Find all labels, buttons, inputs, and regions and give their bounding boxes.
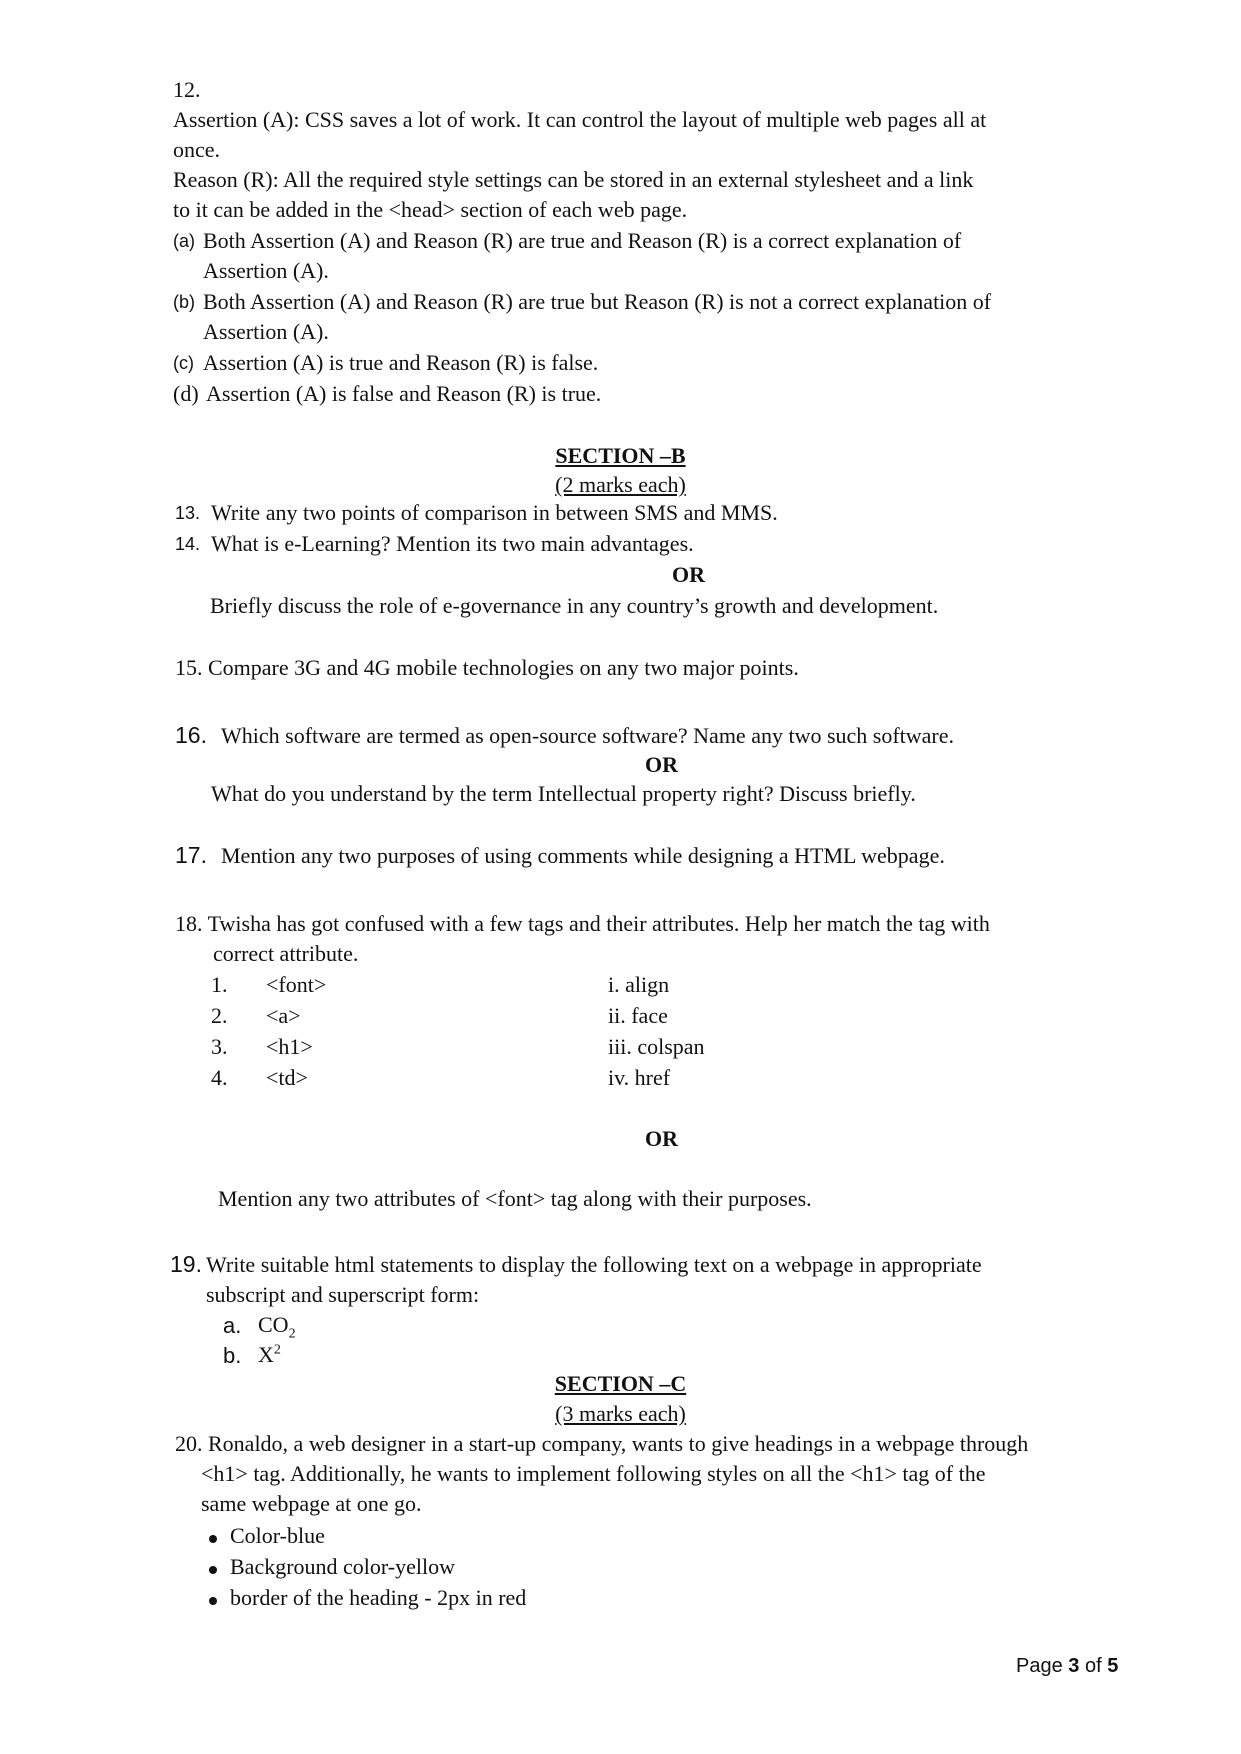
q18-row-2-attr: ii. face [608, 1003, 668, 1028]
q12-option-b-label: (b) [173, 292, 195, 312]
q12-option-c-line1: Assertion (A) is true and Reason (R) is false. [203, 350, 599, 375]
q12-number: 12. [173, 77, 201, 102]
q13-number: 13. [175, 503, 201, 523]
q12-option-b-line1: Both Assertion (A) and Reason (R) are true but Reason (R) is not a correct explanation of [203, 289, 992, 314]
q12-option-b-line2: Assertion (A). [203, 319, 329, 344]
q20-line1: 20. Ronaldo, a web designer in a start-up company, wants to give headings in a webpage through [175, 1431, 1029, 1456]
q16-number: 16. [175, 722, 207, 748]
bullet-dot [209, 1566, 217, 1574]
q15-text: 15. Compare 3G and 4G mobile technologies on any two major points. [175, 655, 799, 680]
q14-or: OR [672, 562, 705, 587]
q19-a-subscript: 2 [288, 1326, 296, 1342]
q12-option-d-line1: Assertion (A) is false and Reason (R) is true. [206, 381, 602, 406]
q17-text: Mention any two purposes of using comments while designing a HTML webpage. [221, 843, 945, 868]
q12-option-a-line2: Assertion (A). [203, 258, 329, 283]
q17-number: 17. [175, 842, 207, 868]
q20-bullet-1: Color-blue [230, 1523, 325, 1548]
q12-option-d-label: (d) [173, 381, 199, 406]
q18-row-1-tag: <font> [266, 972, 327, 997]
section-c-title: SECTION –C [554, 1371, 687, 1396]
q12-assertion-line2: once. [173, 137, 221, 162]
q19-number: 19. [170, 1251, 202, 1277]
q14-number: 14. [175, 534, 201, 554]
q19-b-superscript: 2 [273, 1342, 281, 1358]
q19-line1: Write suitable html statements to display the following text on a webpage in appropriate [206, 1252, 982, 1277]
q12-reason-line2: to it can be added in the <head> section of each web page. [173, 197, 688, 222]
q18-row-1-attr: i. align [608, 972, 670, 997]
q19-b-label: b. [223, 1343, 242, 1368]
q19-a-base: CO [258, 1312, 289, 1337]
q19-line2: subscript and superscript form: [206, 1282, 480, 1307]
q12-option-c-label: (c) [173, 353, 194, 373]
footer-current-page: 3 [1068, 1655, 1080, 1677]
q18-row-2-num: 2. [211, 1003, 228, 1028]
q16-or: OR [645, 752, 678, 777]
q20-bullet-2: Background color-yellow [230, 1554, 455, 1579]
q14-alt: Briefly discuss the role of e-governance in any country’s growth and development. [210, 593, 939, 618]
q18-row-2-tag: <a> [266, 1003, 301, 1028]
q13-text: Write any two points of comparison in between SMS and MMS. [211, 500, 778, 525]
q19-b-formula [258, 1342, 281, 1367]
q16-alt: What do you understand by the term Intellectual property right? Discuss briefly. [211, 781, 916, 806]
q12-option-a-label: (a) [173, 231, 195, 251]
q18-line1: 18. Twisha has got confused with a few tags and their attributes. Help her match the tag with [175, 911, 990, 936]
section-c-marks: (3 marks each) [555, 1401, 686, 1426]
q12-reason-line1: Reason (R): All the required style settings can be stored in an external stylesheet and a link [173, 167, 974, 192]
section-b-title: SECTION –B [555, 443, 686, 468]
q18-row-4-num: 4. [211, 1065, 228, 1090]
q19-a-label: a. [223, 1313, 242, 1338]
footer-of-word: of [1084, 1655, 1102, 1677]
q19-a-formula [258, 1312, 296, 1342]
q20-line2: <h1> tag. Additionally, he wants to implement following styles on all the <h1> tag of the [201, 1461, 986, 1486]
q18-row-3-tag: <h1> [266, 1034, 313, 1059]
q18-or: OR [645, 1126, 678, 1151]
q18-row-3-attr: iii. colspan [608, 1034, 705, 1059]
q18-row-3-num: 3. [211, 1034, 228, 1059]
q18-line2: correct attribute. [213, 941, 359, 966]
footer-total-pages: 5 [1107, 1655, 1119, 1677]
bullet-dot [209, 1597, 217, 1605]
q16-text: Which software are termed as open-source software? Name any two such software. [221, 723, 955, 748]
bullet-dot [209, 1535, 217, 1543]
q20-bullet-3: border of the heading - 2px in red [230, 1585, 527, 1610]
q18-alt: Mention any two attributes of <font> tag along with their purposes. [218, 1186, 812, 1211]
page-footer [1016, 1655, 1118, 1678]
q18-row-1-num: 1. [211, 972, 228, 997]
q14-text: What is e-Learning? Mention its two main advantages. [211, 531, 694, 556]
q20-line3: same webpage at one go. [201, 1491, 422, 1516]
footer-page-word: Page [1016, 1655, 1063, 1677]
q12-assertion-line1: Assertion (A): CSS saves a lot of work. It can control the layout of multiple web pages all at [173, 107, 987, 132]
q18-row-4-attr: iv. href [608, 1065, 671, 1090]
q18-row-4-tag: <td> [266, 1065, 308, 1090]
q19-b-base: X [258, 1342, 274, 1367]
section-b-marks: (2 marks each) [555, 472, 686, 497]
q12-option-a-line1: Both Assertion (A) and Reason (R) are true and Reason (R) is a correct explanation of [203, 228, 962, 253]
